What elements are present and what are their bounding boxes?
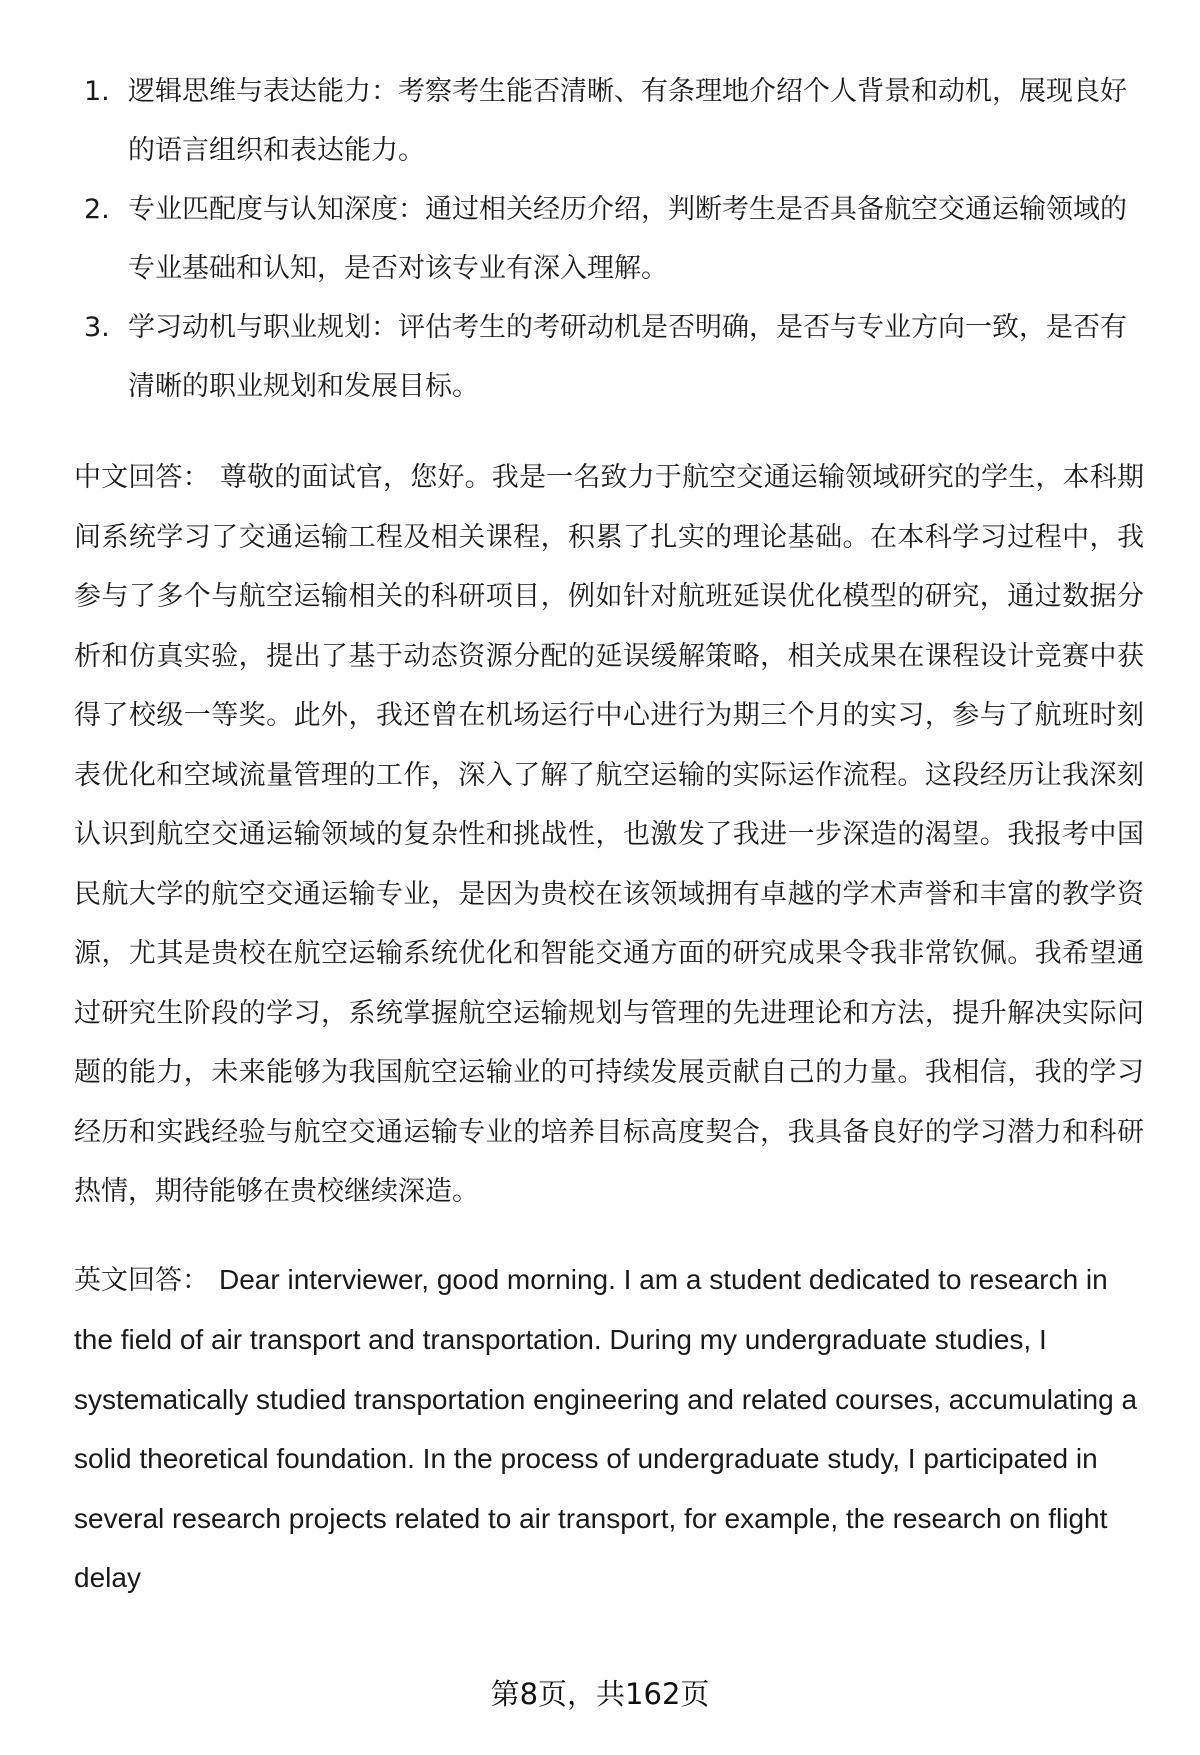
page-footer [0, 1672, 1200, 1713]
criteria-text: 逻辑思维与表达能力：考察考生能否清晰、有条理地介绍个人背景和动机，展现良好的语言组织和表达能力。 [128, 76, 1127, 166]
chinese-answer-label: 中文回答： [74, 462, 210, 493]
criteria-text: 专业匹配度与认知深度：通过相关经历介绍，判断考生是否具备航空交通运输领域的专业基础和认知，是否对该专业有深入理解。 [128, 194, 1127, 284]
criteria-item-2 [74, 180, 1144, 298]
english-answer-paragraph [74, 1250, 1144, 1608]
chinese-answer-paragraph [74, 448, 1144, 1222]
criteria-number: 3. [84, 312, 110, 343]
criteria-number: 2. [84, 194, 110, 225]
english-answer-text: Dear interviewer, good morning. I am a student dedicated to research in the field of air transport and transportation. During my undergraduate studies, I systematically studied transportation engineering and related courses, accumulating a solid theoretical foundation. In the process of undergraduate study, I participated in several research projects related to air transport, for example, the research on flight delay [74, 1263, 1138, 1593]
chinese-answer-text: 尊敬的面试官，您好。我是一名致力于航空交通运输领域研究的学生，本科期间系统学习了交通运输工程及相关课程，积累了扎实的理论基础。在本科学习过程中，我参与了多个与航空运输相关的科研项目，例如针对航班延误优化模型的研究，通过数据分析和仿真实验，提出了基于动态资源分配的延误缓解策略，相关成果在课程设计竞赛中获得了校级一等奖。此外，我还曾在机场运行中心进行为期三个月的实习，参与了航班时刻表优化和空域流量管理的工作，深入了解了航空运输的实际运作流程。这段经历让我深刻认识到航空交通运输领域的复杂性和挑战性，也激发了我进一步深造的渴望。我报考中国民航大学的航空交通运输专业，是因为贵校在该领域拥有卓越的学术声誉和丰富的教学资源，尤其是贵校在航空运输系统优化和智能交通方面的研究成果令我非常钦佩。我希望通过研究生阶段的学习，系统掌握航空运输规划与管理的先进理论和方法，提升解决实际问题的能力，未来能够为我国航空运输业的可持续发展贡献自己的力量。我相信，我的学习经历和实践经验与航空交通运输专业的培养目标高度契合，我具备良好的学习潜力和科研热情，期待能够在贵校继续深造。 [74, 462, 1144, 1207]
criteria-item-1 [74, 62, 1144, 180]
criteria-item-3 [74, 298, 1144, 416]
criteria-number: 1. [84, 76, 110, 107]
page-indicator: 第8页，共162页 [490, 1677, 710, 1711]
criteria-text: 学习动机与职业规划：评估考生的考研动机是否明确，是否与专业方向一致，是否有清晰的职业规划和发展目标。 [128, 312, 1127, 402]
criteria-list [74, 62, 1144, 416]
page-content [74, 62, 1144, 1608]
english-answer-label: 英文回答： [74, 1264, 209, 1296]
